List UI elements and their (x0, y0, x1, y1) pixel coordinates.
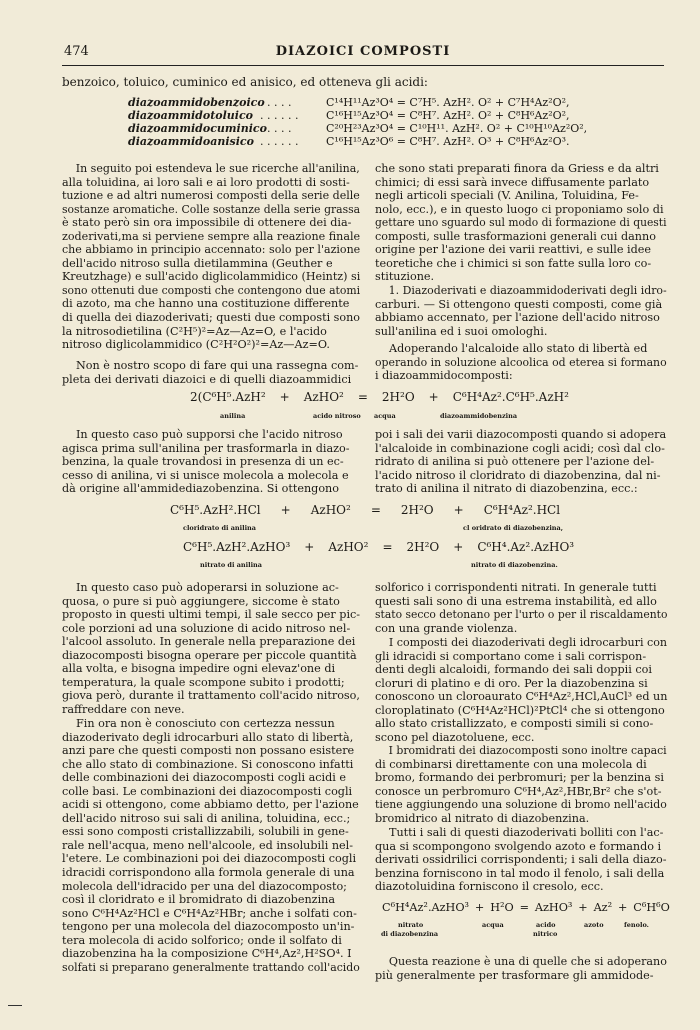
text-line: acidi si ottengono, come abbiamo detto, per l'azione (62, 798, 359, 812)
equation-term: Az² (593, 900, 613, 914)
text-line: i diazoammidocomposti: (375, 369, 513, 383)
text-line: così il cloridrato e il bromidrato di diazobenzina (62, 893, 336, 907)
text-line: solfati si preparano generalmente trattando coll'acido (62, 960, 360, 974)
equation-term: AzHO² (328, 540, 369, 554)
text-line: composti, sulle trasformazioni generali cui danno (375, 229, 656, 243)
text-line: cloroplatinato (C⁶H⁴Az²HCl)²PtCl⁴ che si ottengono (375, 703, 665, 717)
text-line: diazotoluidina forniscono il cresolo, ecc. (375, 880, 604, 894)
text-line: sono ottenuti due composti che contengono due atomi (62, 283, 361, 297)
text-line: negli articoli speciali (V. Anilina, Toluidina, Fe- (375, 189, 639, 203)
text-line: diazoderivato degli idrocarburi allo stato di libertà, (62, 730, 354, 744)
header-rule (62, 65, 664, 66)
text-line: l'alcool assoluto. In generale nella preparazione dei (62, 635, 356, 649)
text-line: cole porzioni ad una soluzione di acido nitroso nel- (62, 621, 351, 635)
text-line: gettare uno sguardo sul modo di formazione di questi (375, 216, 667, 230)
equation-term: C⁶H⁴Az².C⁶H⁵.AzH² (452, 390, 569, 404)
text-line: più generalmente per trasformare gli ammidode- (375, 968, 654, 982)
text-line: dell'acido nitroso sui sali di anilina, toluidina, ecc.; (62, 811, 351, 825)
text-line: Tutti i sali di questi diazoderivati bolliti con l'ac- (389, 826, 664, 839)
text-line: alla toluidina, ai loro sali e ai loro prodotti di sosti- (62, 175, 350, 189)
acid-leader-dots: . . . . . (260, 122, 292, 135)
right-paragraph-5 (375, 581, 667, 635)
text-line: rale nell'acqua, meno nell'alcoole, ed insolubili nel- (62, 838, 354, 852)
text-line: origine per l'azione dei varii reattivi, e sulle idee (375, 243, 652, 257)
label-azoto: azoto (584, 921, 604, 929)
text-line: diazocomposti bisogna operare per piccole quantità (62, 648, 357, 662)
text-line: In questo caso può supporsi che l'acido nitroso (76, 428, 343, 441)
equation-term: = (370, 503, 381, 517)
acid-leader-dots: . . . . . . (260, 109, 299, 122)
text-line: In questo caso può adoperarsi in soluzione ac- (76, 581, 339, 594)
label-nitrato-diazobenzina: nitrato di diazobenzina. (471, 561, 558, 569)
equation-term: + (428, 390, 439, 404)
acid-name: diazoammidobenzoico (128, 96, 265, 109)
text-line: di combinarsi direttamente con una molecola di (375, 757, 647, 771)
acid-name: diazoammidotoluico (128, 109, 254, 122)
text-line: scono pel diazotoluene, ecc. (375, 730, 535, 744)
text-line: ridrato di anilina si può ottenere per l'azione del- (375, 455, 655, 469)
text-line: di azoto, ma che hanno una costituzione differente (62, 297, 350, 311)
text-line: qua si scompongono svolgendo azoto e formando i (375, 839, 662, 853)
equation-term: C⁶H⁶O (633, 900, 670, 914)
text-line: gli idracidi si comportano come i sali corrispon- (375, 649, 647, 663)
text-line: stituzione. (375, 270, 435, 284)
text-line: Questa reazione è una di quelle che si adoperano (388, 955, 667, 968)
text-line: solforico i corrispondenti nitrati. In generale tutti (375, 581, 657, 594)
running-title: DIAZOICI COMPOSTI (275, 44, 451, 59)
page-number: 474 (64, 44, 89, 59)
equation-term: + (453, 540, 464, 554)
equation-cloridrato (170, 503, 580, 517)
label-anilina: anilina (220, 412, 246, 420)
text-line: I composti dei diazoderivati degli idrocarburi con (388, 636, 668, 649)
equation-term: + (617, 900, 628, 914)
equation-term: 2H²O (400, 503, 434, 517)
text-line: poi i sali dei varii diazocomposti quando si adopera (375, 428, 667, 441)
text-line: denti degli alcaloidi, formando dei sali doppii coi (375, 663, 652, 677)
text-line: proposto in questi ultimi tempi, il sale secco per pic- (62, 608, 361, 622)
text-line: che allo stato di combinazione. Si conoscono infatti (62, 757, 354, 771)
text-line: pleta dei derivati diazoici e di quelli diazoammidici (62, 372, 352, 386)
text-line: operando in soluzione alcoolica od eterea si formano (375, 355, 667, 369)
acid-formula: C¹⁶H¹⁵Az³O⁴ = C⁸H⁷. AzH². O² + C⁸H⁶Az²O², (326, 109, 570, 122)
text-line: carburi. — Si ottengono questi composti, come già (375, 297, 663, 311)
text-line: Adoperando l'alcaloide allo stato di libertà ed (389, 342, 648, 355)
label-cloridrato-anilina: cloridrato di anilina (183, 524, 256, 532)
acid-formula-list (128, 96, 688, 148)
text-line: tuzione e ad altri numerosi composti della serie delle (62, 189, 360, 203)
label-nitrico: nitrico (533, 930, 558, 938)
label-fenolo: fenolo. (624, 921, 649, 929)
equation-term: AzHO² (310, 503, 351, 517)
equation-term: C⁶H⁴.Az².AzHO³ (477, 540, 575, 554)
acid-formula: C²⁰H²³Az³O⁴ = C¹⁰H¹¹. AzH². O² + C¹⁰H¹⁰Az²O², (326, 122, 588, 135)
label-nitrato-anilina: nitrato di anilina (200, 561, 262, 569)
equation-term: + (304, 540, 315, 554)
text-line: allo stato cristallizzato, e composti simili si cono- (375, 717, 654, 731)
right-paragraph-7 (375, 744, 667, 825)
text-line: idracidi corrispondono alla formola generale di una (62, 866, 355, 880)
text-line: quosa, o pure si può aggiungere, siccome è stato (62, 594, 340, 608)
acid-name: diazoammidoanisico (128, 135, 254, 148)
text-line: dell'acido nitroso sulla dietilammina (Geuther e (62, 256, 333, 270)
text-line: tera molecola di acido solforico; onde il solfato di (62, 933, 342, 947)
text-line: anzi pare che questi composti non possano esistere (62, 744, 355, 758)
equation-term: + (280, 503, 291, 517)
acid-name: diazoammidocuminico (128, 122, 267, 135)
text-line: cloruri di platino e di oro. Per la diazobenzina si (375, 676, 648, 690)
right-paragraph-4 (375, 428, 667, 496)
equation-term: = (519, 900, 530, 914)
acid-row (128, 109, 688, 122)
text-line: nitroso diglicolammidico (C²H²O²)²=Az—Az=O. (62, 338, 330, 352)
text-line: è stato però sin ora impossibile di ottenere dei dia- (62, 216, 352, 230)
text-line: chimici; di essi sarà invece diffusamente parlato (375, 175, 650, 189)
label-di-diazobenzina: di diazobenzina (381, 930, 439, 938)
equation-term: + (578, 900, 588, 914)
equation-term: + (474, 900, 485, 914)
equation-term: H²O (490, 900, 514, 914)
label-acido: acido (536, 921, 556, 929)
text-line: abbiamo accennato, per l'azione dell'acido nitroso (375, 311, 660, 325)
text-line: stato secco detonano per l'urto o per il riscaldamento (375, 608, 668, 622)
text-line: tengono per una molecola del diazocomposto un'in- (62, 920, 355, 934)
text-line: che sono stati preparati finora da Griess e da altri (375, 162, 659, 175)
text-line: zoderivati,ma si perviene sempre alla reazione finale (62, 229, 361, 243)
label-nitrato: nitrato (398, 921, 424, 929)
text-line: l'etere. Le combinazioni poi dei diazocomposti cogli (62, 852, 357, 866)
left-paragraph-1 (62, 162, 360, 352)
right-paragraph-1 (375, 162, 667, 284)
text-line: raffreddare con neve. (62, 702, 185, 716)
left-paragraph-5 (62, 717, 360, 974)
equation-term: + (279, 390, 290, 404)
left-paragraph-3 (62, 428, 360, 496)
text-line: cesso di anilina, vi si unisce molecola a molecola e (62, 468, 349, 482)
text-line: dà origine all'ammidediazobenzina. Si ottengono (62, 482, 339, 496)
equation-term: = (382, 540, 393, 554)
text-line: giova però, durante il trattamento coll'acido nitroso, (62, 689, 360, 703)
text-line: l'alcaloide in combinazione cogli acidi; così dal clo- (375, 441, 665, 455)
text-line: l'acido nitroso il cloridrato di diazobenzina, dal ni- (375, 468, 661, 482)
text-line: trato di anilina il nitrato di diazobenzina, ecc.: (375, 482, 638, 496)
left-paragraph-2 (62, 359, 360, 386)
right-paragraph-9 (375, 955, 667, 982)
right-paragraph-2 (375, 284, 667, 338)
text-line: di quella dei diazoderivati; questi due composti sono (62, 311, 361, 325)
right-paragraph-8 (375, 826, 667, 894)
text-line: temperatura, la quale scompone subito i prodotti; (62, 675, 345, 689)
text-line: la nitrosodietilina (C²H⁵)²=Az—Az=O, e l'acido (62, 324, 327, 338)
text-line: 1. Diazoderivati e diazoammidoderivati degli idro- (388, 284, 667, 297)
page-header (62, 42, 664, 62)
acid-row (128, 135, 688, 148)
text-line: benzina forniscono in tal modo il fenolo, i sali della (375, 866, 665, 880)
text-line: sull'anilina ed i suoi omologhi. (375, 324, 548, 338)
label-diazoammidobenzina: diazoammidobenzina (440, 412, 518, 420)
equation-term: AzHO³ (534, 900, 573, 914)
acid-leader-dots: . . . . . . (260, 135, 299, 148)
equation-term: C⁶H⁴Az².HCl (483, 503, 561, 517)
text-line: benzina, la quale trovandosi in presenza di un ec- (62, 455, 344, 469)
intro-line: benzoico, toluico, cuminico ed anisico, ed otteneva gli acidi: (62, 75, 428, 89)
text-line: bromidrico al nitrato di diazobenzina. (375, 811, 590, 825)
equation-term: = (357, 390, 368, 404)
equation-term: AzHO² (303, 390, 344, 404)
text-line: I bromidrati dei diazocomposti sono inoltre capaci (388, 744, 667, 757)
equation-term: 2H²O (406, 540, 440, 554)
text-line: In seguito poi estendeva le sue ricerche all'anilina, (75, 162, 360, 175)
text-line: derivati ossidrilici corrispondenti; i sali della diazo- (375, 853, 667, 867)
label-cloridrato-diazobenzina: cl oridrato di diazobenzina, (463, 524, 563, 532)
text-line: questi sali sono di una estrema instabilità, ed allo (375, 594, 657, 608)
equation-term: C⁶H⁵.AzH².HCl (170, 503, 261, 517)
margin-mark (8, 1005, 22, 1006)
equation-diazoammidobenzina (190, 390, 583, 404)
acid-formula: C¹⁶H¹⁵Az³O⁶ = C⁸H⁷. AzH². O³ + C⁸H⁶Az²O³. (326, 135, 570, 148)
left-paragraph-4 (62, 581, 360, 716)
equation-term: 2(C⁶H⁵.AzH² (190, 390, 266, 404)
acid-row (128, 122, 688, 135)
text-line: nolo, ecc.), e in questo luogo ci proponiamo solo di (375, 202, 664, 216)
label-acqua: acqua (374, 412, 396, 420)
text-line: delle combinazioni dei diazocomposti cogli acidi e (62, 771, 347, 785)
text-line: diazobenzina ha la composizione C⁶H⁴,Az²,H²SO⁴. I (62, 947, 352, 961)
text-line: Kreutzhage) e sull'acido diglicolammidico (Heintz) si (62, 270, 361, 284)
acid-leader-dots: . . . . . (260, 96, 292, 109)
label-acido-nitroso: acido nitroso (313, 412, 361, 420)
label-acqua-2: acqua (482, 921, 504, 929)
right-paragraph-6 (375, 636, 667, 744)
equation-nitrato (183, 540, 588, 554)
text-line: teoretiche che i chimici si son fatte sulla loro co- (375, 256, 652, 270)
text-line: tiene aggiungendo una soluzione di bromo nell'acido (375, 798, 667, 812)
text-line: essi sono composti cristallizzabili, solubili in gene- (62, 825, 349, 839)
text-line: bromo, formando dei perbromuri; per la benzina si (375, 771, 664, 785)
equation-decomposition (382, 900, 676, 914)
text-line: con una grande violenza. (375, 621, 518, 635)
text-line: alla volta, e bisogna impedire ogni elevaz'one di (62, 662, 336, 676)
text-line: colle basi. Le combinazioni dei diazocomposti cogli (62, 784, 353, 798)
text-line: agisca prima sull'anilina per trasformarla in diazo- (62, 441, 350, 455)
text-line: conoscono un cloroaurato C⁶H⁴Az²,HCl,AuCl³ ed un (375, 690, 668, 704)
acid-formula: C¹⁴H¹¹Az³O⁴ = C⁷H⁵. AzH². O² + C⁷H⁴Az²O², (326, 96, 570, 109)
equation-term: + (453, 503, 464, 517)
acid-row (128, 96, 688, 109)
text-line: conosce un perbromuro C⁶H⁴,Az²,HBr,Br² che s'ot- (375, 784, 662, 798)
equation-term: 2H²O (381, 390, 415, 404)
text-line: sostanze aromatiche. Colle sostanze della serie grassa (62, 202, 361, 216)
equation-term: C⁶H⁵.AzH².AzHO³ (183, 540, 291, 554)
equation-term: C⁶H⁴Az².AzHO³ (382, 900, 470, 914)
text-line: Non è nostro scopo di fare qui una rassegna com- (76, 359, 359, 372)
text-line: molecola dell'idracido per una del diazocomposto; (62, 879, 347, 893)
text-line: Fin ora non è conosciuto con certezza nessun (76, 717, 335, 730)
text-line: sono C⁶H⁴Az²HCl e C⁶H⁴Az²HBr; anche i solfati con- (62, 906, 357, 920)
text-line: che abbiamo in principio accennato: solo per l'azione (62, 243, 361, 257)
right-paragraph-3 (375, 342, 667, 383)
